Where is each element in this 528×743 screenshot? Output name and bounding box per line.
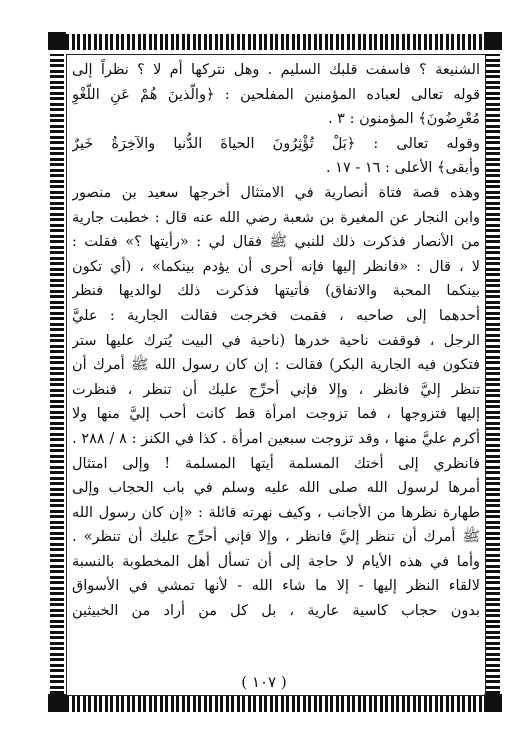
- text-line: وقوله تعالى : ﴿بَلْ تُؤْثِرُونَ الحياةَ الدُّنيا والآخِرَةُ خَيرٌ: [72, 135, 480, 152]
- text-line: فتكون فيه الجارية البكر) فقالت : إن كان رسول الله ﷺ أمرك أن: [72, 357, 480, 374]
- frame-corner: [484, 694, 502, 712]
- text-line: بدون حجاب كاسية عارية ، بل كل من أراد من الخبيثين: [72, 603, 480, 620]
- frame-right-border: [486, 54, 500, 694]
- frame-left-border: [50, 54, 64, 694]
- text-line: قوله تعالى لعباده المؤمنين المفلحين : ﴿والَّذينَ هُمْ عَنِ اللَّغْوِ: [72, 86, 480, 103]
- text-line: إليها فتزوجها ، فما تزوجت امرأة قط كانت أحب إليَّ منها ولا: [72, 406, 480, 423]
- body-text: [72, 58, 480, 624]
- text-line: لا ، قال : «فانظر إليها فإنه أحرى أن يؤدم بينكما» ، (أي تكون: [72, 258, 480, 275]
- frame-top-border: [50, 34, 500, 50]
- frame-corner: [48, 32, 66, 50]
- text-line: فانظري إلى أختك المسلمة أيتها المسلمة ! وإلى امتثال: [72, 455, 480, 472]
- text-line: تنظر إليَّ فانظر ، وإلا فإني أحرِّج عليك أن تنظر ، فنظرت: [72, 381, 480, 398]
- text-line: الرجل ، فوقفت ناحية خدرها (ناحية في البيت يُترك عليها ستر: [72, 332, 480, 349]
- text-line: ﷺ أمرك أن تنظر إليَّ فانظر ، وإلا فإني أحرِّج عليك أن تنظر» .: [72, 529, 480, 546]
- text-line: مُعْرِضُونَ﴾ المؤمنون : ٣ .: [327, 111, 480, 128]
- frame-corner: [48, 694, 66, 712]
- text-line: وهذه قصة فتاة أنصارية في الامتثال أخرجها سعيد بن منصور: [72, 184, 480, 201]
- text-line: أمرها لرسول الله صلى الله عليه وسلم في باب الحجاب وإلى: [72, 480, 480, 497]
- text-line: أكرم عليَّ منها ، وقد تزوجت سبعين امرأة . كذا في الكنز : ٨ / ٢٨٨ .: [72, 430, 480, 447]
- text-line: طهارة نظرها من الأجانب ، وكيف نهرته قائلة : «إن كان رسول الله: [72, 504, 480, 521]
- text-line: وأما في هذه الأيام لا حاجة إلى أن تسأل أهل المخطوبة بالنسبة: [72, 553, 480, 570]
- text-line: وابن النجار عن المغيرة بن شعبة رضي الله عنه قال : خطبت جارية: [72, 209, 480, 226]
- text-line: من الأنصار فذكرت ذلك للنبي ﷺ فقال لي : «رأيتها ؟» فقلت :: [72, 234, 480, 251]
- frame-corner: [484, 32, 502, 50]
- frame-bottom-border: [50, 696, 500, 712]
- page-number: ( ١٠٧ ): [241, 673, 287, 691]
- text-line: الشنيعة ؟ فاسفت قلبك السليم . وهل نتركها أم لا ؟ نظراً إلى: [72, 62, 480, 78]
- text-line: بينكما المحبة والاتفاق) فأتيتها فذكرت ذلك لوالديها فنظر: [72, 283, 480, 300]
- text-line: وأبقى﴾ الأعلى : ١٦ - ١٧ .: [325, 160, 480, 177]
- text-line: لالقاء النظر إليها - إلا ما شاء الله - لأنها تمشي في الأسواق: [72, 578, 480, 595]
- text-line: أحدهما إلى صاحبه ، فقمت فخرجت فقالت الجارية : عليَّ: [72, 307, 480, 324]
